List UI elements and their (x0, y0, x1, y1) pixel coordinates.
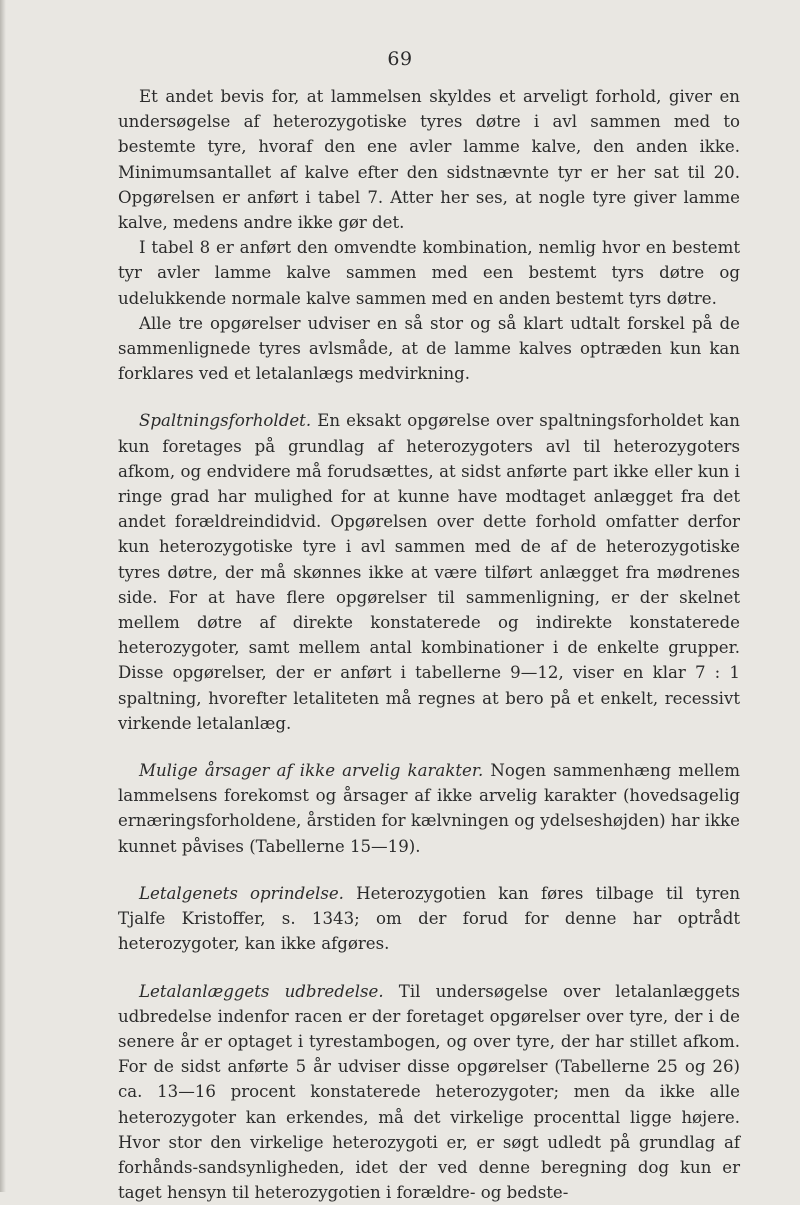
page-body (118, 84, 740, 1205)
paragraph-table-8 (118, 235, 740, 311)
paragraph-text: Alle tre opgørelser udviser en så stor og så klart udtalt forskel på de sammenlignede tyres avlsmåde, at de lamme kalves optræden kun kan forklares ved et letalanlægs medvirkning. (118, 314, 740, 383)
section-mulige-aarsager (118, 758, 740, 859)
section-letalgenets-oprindelse (118, 881, 740, 957)
paragraph-text: Et andet bevis for, at lammelsen skyldes et arveligt forhold, giver en undersøgelse af heterozygotiske tyres døtre i avl sammen med to bestemte tyre, hvoraf den ene avler lamme kalve, den anden ikke. Minimumsantallet af kalve efter den sidstnævnte tyr er her sat til 20. Opgørelsen er anført i tabel 7. Atter her ses, at nogle tyre giver lamme kalve, medens andre ikke gør det. (118, 87, 740, 232)
paragraph-text: Heterozygotien kan føres tilbage til tyren Tjalfe Kristoffer, s. 1343; om der forud for denne har optrådt heterozygoter, kan ikke afgøres. (118, 884, 740, 953)
section-letalanlaeggets-udbredelse (118, 979, 740, 1205)
paragraph-conclusion (118, 311, 740, 387)
paragraph-evidence (118, 84, 740, 235)
section-heading: Letalanlæggets udbredelse. (139, 982, 384, 1001)
page-number: 69 (0, 48, 800, 70)
paragraph-text: Til undersøgelse over letalanlæggets udbredelse indenfor racen er der foretaget opgørelser over tyre, der i de senere år er optaget i tyrestambogen, og over tyre, der har stillet afkom. For de sidst anførte 5 år udviser disse opgørelser (Tabellerne 25 og 26) ca. 13—16 procent konstaterede heterozygoter; men da ikke alle heterozygoter kan erkendes, må det virkelige procenttal ligge højere. Hvor stor den virkelige heterozygoti er, er søgt udledt på grundlag af forhånds-sandsynligheden, idet der ved denne beregning dog kun er taget hensyn til heterozygotien i forældre- og bedste- (118, 982, 740, 1203)
paragraph-text: Nogen sammenhæng mellem lammelsens forekomst og årsager af ikke arvelig karakter (hovedsagelig ernæringsforholdene, årstiden for kælvningen og ydelseshøjden) har ikke kunnet påvises (Tabellerne 15—19). (118, 761, 740, 856)
section-heading: Spaltningsforholdet. (139, 411, 311, 430)
section-heading: Mulige årsager af ikke arvelig karakter. (139, 761, 483, 780)
paragraph-text: I tabel 8 er anført den omvendte kombination, nemlig hvor en bestemt tyr avler lamme kalve sammen med een bestemt tyrs døtre og udelukkende normale kalve sammen med en anden bestemt tyrs døtre. (118, 238, 740, 307)
section-heading: Letalgenets oprindelse. (139, 884, 344, 903)
paragraph-text: En eksakt opgørelse over spaltningsforholdet kan kun foretages på grundlag af heterozygoters avl til heterozygoters afkom, og endvidere må forudsættes, at sidst anførte part ikke eller kun i ringe grad har mulighed for at kunne have modtaget anlægget fra det andet forældreindidvid. Opgørelsen over dette forhold omfatter derfor kun heterozygotiske tyre i avl sammen med de af de heterozygotiske tyres døtre, der må skønnes ikke at være tilført anlægget fra mødrenes side. For at have flere opgørelser til sammenligning, er der skelnet mellem døtre af direkte konstaterede og indirekte konstaterede heterozygoter, samt mellem antal kombinationer i de enkelte grupper. Disse opgørelser, der er anført i tabellerne 9—12, viser en klar 7 : 1 spaltning, hvorefter letaliteten må regnes at bero på et enkelt, recessivt virkende letalanlæg. (118, 411, 740, 732)
page-edge (0, 0, 6, 1192)
section-spaltningsforholdet (118, 408, 740, 736)
